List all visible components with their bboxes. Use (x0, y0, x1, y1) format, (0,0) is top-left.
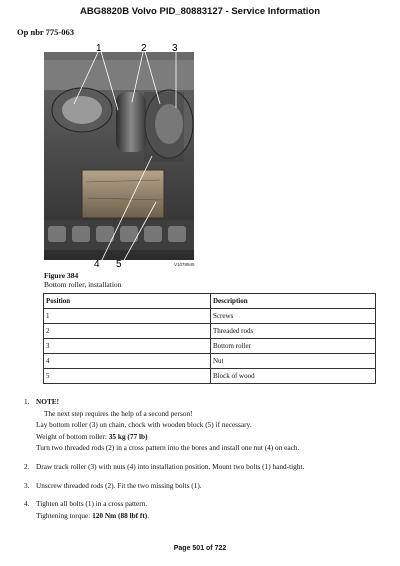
weight-label: Weight of bottom roller: (36, 431, 109, 441)
note-heading: NOTE! (36, 397, 60, 406)
page-number: Page 501 of 722 (173, 545, 227, 552)
torque-value: 120 Nm (88 lbf ft) (92, 510, 148, 520)
table-header-row (44, 294, 376, 309)
figure-caption-text: Bottom roller, installation (44, 280, 122, 289)
table-cell-position: 4 (44, 354, 211, 369)
table-cell-description: Block of wood (211, 369, 376, 384)
figure-image-id: V1078945 (174, 262, 195, 267)
table-cell-position: 2 (44, 324, 211, 339)
table-cell-position: 1 (44, 309, 211, 324)
step-text: Lay bottom roller (3) on chain, chock with wooden block (5) if necessary. (36, 420, 252, 430)
figure-caption (44, 271, 121, 289)
parts-table (43, 293, 376, 384)
table-cell-description: Screws (211, 309, 376, 324)
step-number: 3. (24, 480, 30, 490)
figure-illustration (44, 42, 194, 270)
table-row (44, 354, 376, 369)
figure-callout-4: 4 (94, 259, 100, 270)
procedure-steps (24, 396, 384, 528)
table-cell-description: Threaded rods (211, 324, 376, 339)
torque-label: Tightening torque: (36, 510, 93, 520)
table-row (44, 324, 376, 339)
figure-callout-2: 2 (141, 43, 147, 54)
bottom-roller-photo (44, 52, 194, 260)
step-3 (24, 480, 384, 492)
figure-caption-title: Figure 384 (44, 271, 79, 280)
step-4 (24, 498, 384, 521)
table-header-description: Description (211, 294, 376, 309)
step-text: Draw track roller (3) with nuts (4) into installation position. Mount two bolts (1) hand-tight. (36, 461, 305, 471)
torque-line (36, 510, 384, 522)
step-text: Tighten all bolts (1) in a cross pattern. (36, 499, 148, 509)
table-cell-position: 5 (44, 369, 211, 384)
note-text: The next step requires the help of a second person! (44, 408, 193, 418)
step-text: Turn two threaded rods (2) in a cross pattern into the bores and install one nut (4) on each. (36, 443, 300, 453)
step-2 (24, 461, 384, 473)
table-cell-position: 3 (44, 339, 211, 354)
table-row (44, 369, 376, 384)
step-number: 2. (24, 461, 30, 471)
step-number: 1. (24, 397, 30, 406)
figure-callout-5: 5 (116, 259, 122, 270)
step-text: Unscrew threaded rods (2). Fit the two missing bolts (1). (36, 480, 202, 490)
weight-value: 35 kg (77 lb) (108, 431, 148, 441)
figure-callout-1: 1 (96, 43, 102, 54)
torque-end: . (147, 510, 150, 520)
document-header: ABG8820B Volvo PID_80883127 - Service Information (79, 6, 321, 17)
table-row (44, 309, 376, 324)
step-1 (24, 396, 384, 454)
table-header-position: Position (44, 294, 211, 309)
table-cell-description: Bottom roller (211, 339, 376, 354)
operation-number: Op nbr 775-063 (17, 27, 74, 37)
weight-line (36, 431, 384, 443)
step-number: 4. (24, 499, 30, 509)
figure-callout-3: 3 (172, 43, 178, 54)
table-cell-description: Nut (211, 354, 376, 369)
table-row (44, 339, 376, 354)
